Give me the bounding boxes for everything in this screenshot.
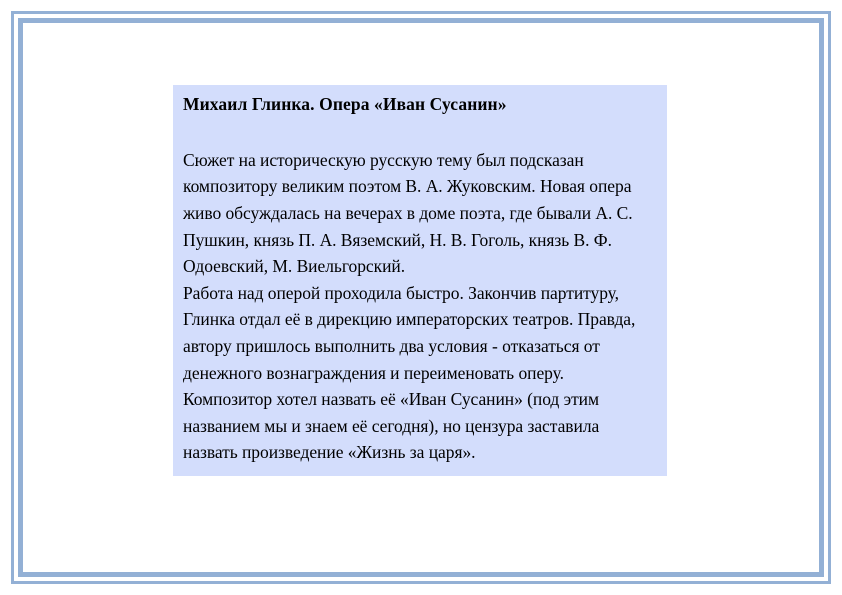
- title-body-spacer: [183, 116, 657, 147]
- body-paragraph-1: Сюжет на историческую русскую тему был подсказан композитору великим поэтом В. А. Жуковским. Новая опера живо обсуждалась на вечерах в доме поэта, где бывали А. С. Пушкин, князь П. А. Вяземский, Н. В. Гоголь, князь В. Ф. Одоевский, М. Виельгорский.: [183, 149, 633, 277]
- page-title: Михаил Глинка. Опера «Иван Сусанин»: [183, 94, 507, 114]
- body-paragraph-2: Работа над оперой проходила быстро. Закончив партитуру, Глинка отдал её в дирекцию императорских театров. Правда, автору пришлось выполнить два условия - отказаться от денежного вознаграждения и переименовать оперу. Композитор хотел назвать её «Иван Сусанин» (под этим названием мы и знаем её сегодня), но цензура заставила назвать произведение «Жизнь за царя».: [183, 282, 636, 463]
- content-textbox: [173, 85, 667, 476]
